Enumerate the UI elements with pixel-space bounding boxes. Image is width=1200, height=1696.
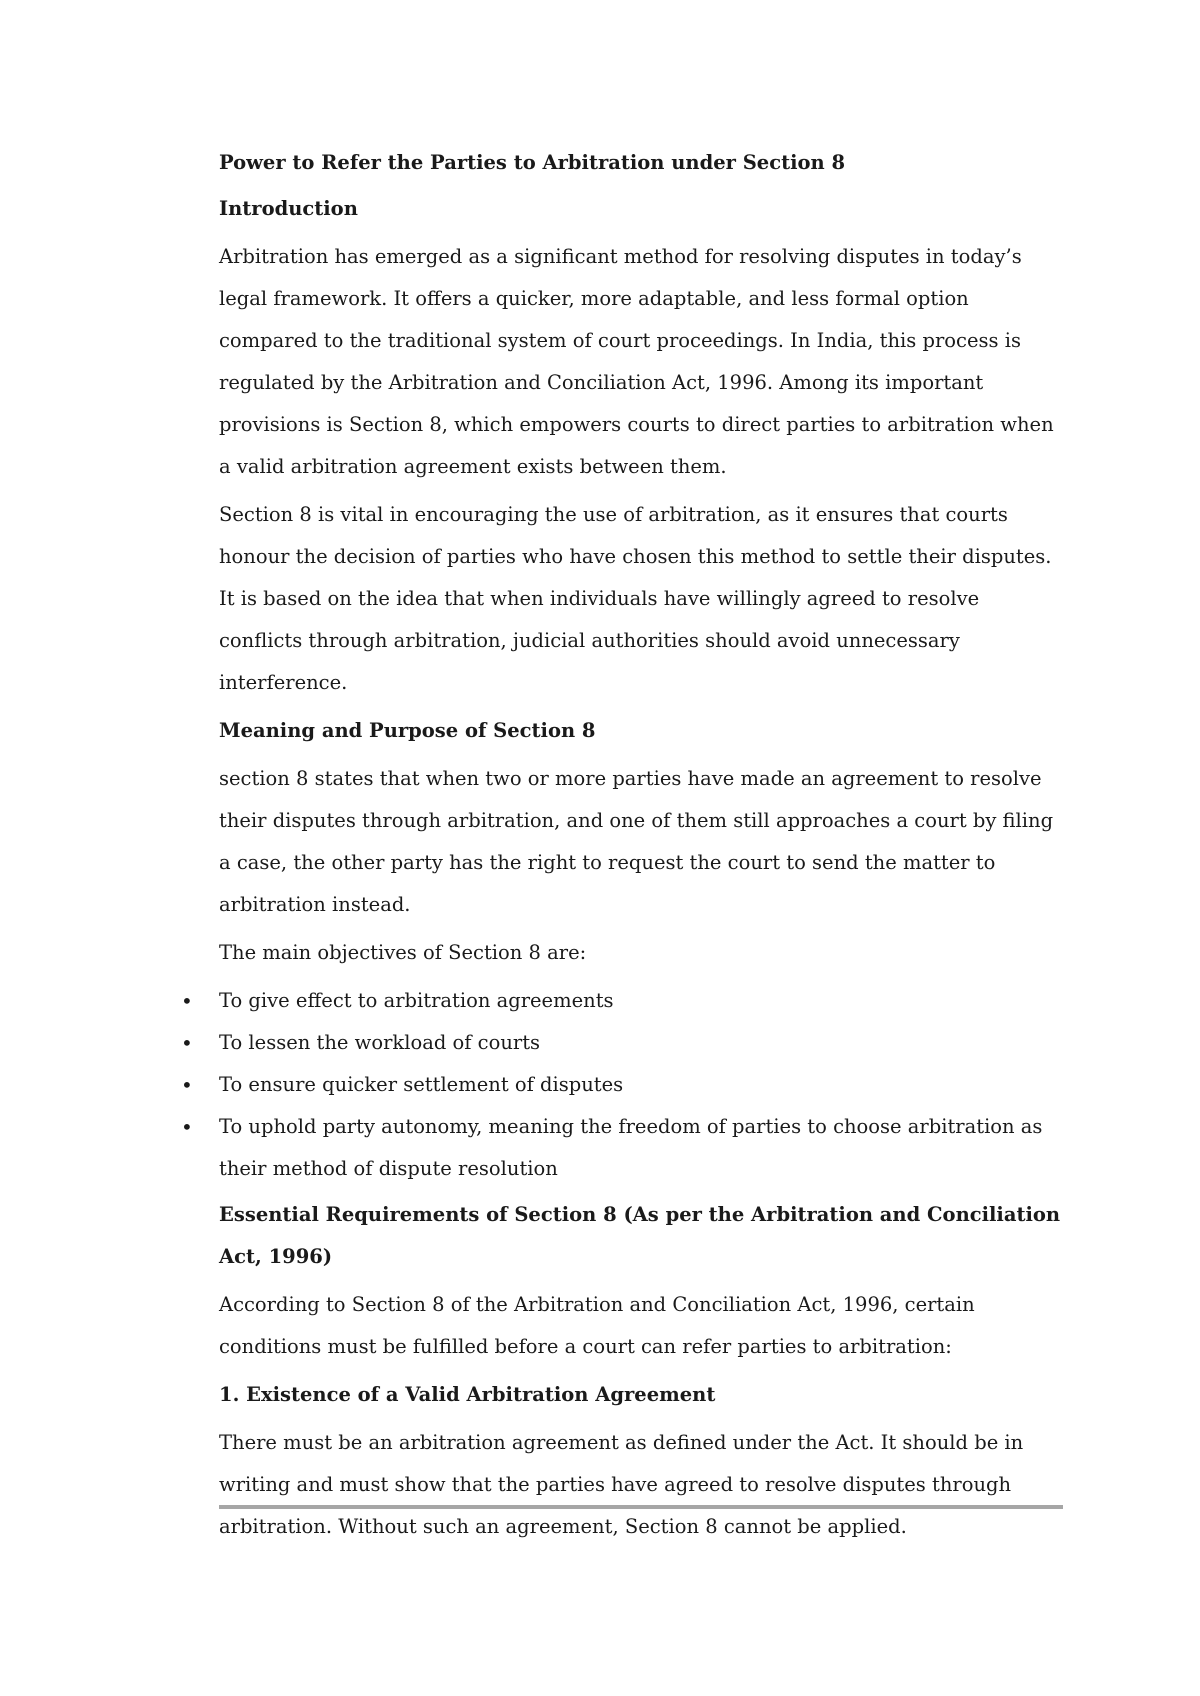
horizontal-rule bbox=[219, 1505, 1063, 1509]
requirements-paragraph: According to Section 8 of the Arbitration and Conciliation Act, 1996, certain conditions must be fulfilled before a court can refer parties to arbitration: bbox=[219, 1293, 975, 1358]
list-item-text: To give effect to arbitration agreements bbox=[219, 989, 614, 1012]
list-item bbox=[181, 1106, 1063, 1190]
list-item bbox=[181, 1064, 1063, 1106]
section-heading-requirements: Essential Requirements of Section 8 (As per the Arbitration and Conciliation Act, 1996) bbox=[219, 1203, 1061, 1268]
bullet-icon: • bbox=[181, 1073, 193, 1097]
section-heading-introduction: Introduction bbox=[219, 197, 358, 220]
intro-paragraph-2: Section 8 is vital in encouraging the use of arbitration, as it ensures that courts honour the decision of parties who have chosen this method to settle their disputes. It is based on the idea that when individuals have willingly agreed to resolve conflicts through arbitration, judicial authorities should avoid unnecessary interference. bbox=[219, 503, 1052, 694]
bullet-icon: • bbox=[181, 989, 193, 1013]
bullet-icon: • bbox=[181, 1115, 193, 1139]
section-heading-meaning: Meaning and Purpose of Section 8 bbox=[219, 719, 596, 742]
list-item bbox=[181, 1022, 1063, 1064]
valid-agreement-paragraph: There must be an arbitration agreement as defined under the Act. It should be in writing and must show that the parties have agreed to resolve disputes through arbitration. Without such an agreement, Section 8 cannot be applied. bbox=[219, 1431, 1024, 1538]
subheading-valid-agreement: 1. Existence of a Valid Arbitration Agreement bbox=[219, 1383, 716, 1406]
document-page bbox=[181, 142, 1063, 1554]
objectives-intro: The main objectives of Section 8 are: bbox=[219, 941, 587, 964]
list-item bbox=[181, 980, 1063, 1022]
meaning-paragraph: section 8 states that when two or more parties have made an agreement to resolve their disputes through arbitration, and one of them still approaches a court by filing a case, the other party has the right to request the court to send the matter to arbitration instead. bbox=[219, 767, 1054, 916]
document-title: Power to Refer the Parties to Arbitration under Section 8 bbox=[219, 151, 846, 174]
bullet-icon: • bbox=[181, 1031, 193, 1055]
list-item-text: To uphold party autonomy, meaning the freedom of parties to choose arbitration as their method of dispute resolution bbox=[219, 1115, 1043, 1180]
list-item-text: To lessen the workload of courts bbox=[219, 1031, 541, 1054]
objectives-list bbox=[181, 980, 1063, 1190]
list-item-text: To ensure quicker settlement of disputes bbox=[219, 1073, 624, 1096]
intro-paragraph-1: Arbitration has emerged as a significant method for resolving disputes in today’s legal framework. It offers a quicker, more adaptable, and less formal option compared to the traditional system of court proceedings. In India, this process is regulated by the Arbitration and Conciliation Act, 1996. Among its important provisions is Section 8, which empowers courts to direct parties to arbitration when a valid arbitration agreement exists between them. bbox=[219, 245, 1054, 478]
